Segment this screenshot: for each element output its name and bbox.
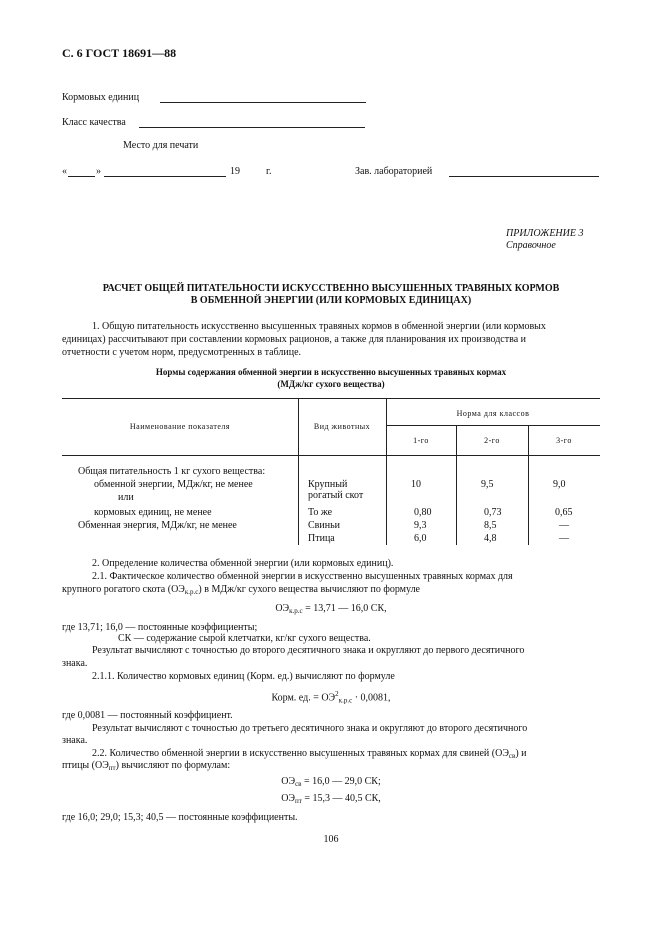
p1-line1: 1. Общую питательность искусственно высушенных травяных кормов в обменной энергии (или кормовых [92, 321, 546, 332]
p1-line3: отчетности с учетом норм, предусмотренных в таблице. [62, 347, 302, 358]
p21-line2: крупного рогатого скота $(ОЭ_{к.р.с})$ в МДж/кг сухого вещества вычисляют по формуле [62, 584, 420, 596]
table-caption-line1: Нормы содержания обменной энергии в искусственно высушенных травяных кормах [155, 367, 507, 377]
cell-animal-poultry: Птица [308, 533, 335, 544]
cell-animal-cattle-b: рогатый скот [308, 490, 364, 501]
table-top-rule [62, 398, 600, 399]
page-header: С. 6 ГОСТ 18691—88 [62, 46, 177, 60]
quality-blank-line[interactable] [139, 127, 365, 128]
res1-line1: Результат вычисляют с точностью до второго десятичного знака и округляют до первого десятичного [92, 645, 525, 656]
col-header-class-1: 1-го [413, 436, 429, 445]
cell-animal-pigs: Свиньи [308, 520, 341, 531]
units-label: Кормовых единиц [62, 92, 140, 103]
doc-title-line1: РАСЧЕТ ОБЩЕЙ ПИТАТЕЛЬНОСТИ ИСКУССТВЕННО ВЫСУШЕННЫХ ТРАВЯНЫХ КОРМОВ [102, 283, 560, 294]
formula-oe-pigs: $ОЭ_{св} = 16,0$ — 29,0 СК; [281, 776, 381, 788]
date-close-quote: » [96, 166, 101, 177]
where-ck-def: СК — содержание сырой клетчатки, кг/кг сухого вещества. [118, 633, 371, 644]
table-norm-rule [386, 425, 600, 426]
doc-title-line2: В ОБМЕННОЙ ЭНЕРГИИ (ИЛИ КОРМОВЫХ ЕДИНИЦАХ) [190, 295, 472, 306]
cell-r3-class3: — [559, 520, 569, 531]
table-caption-line2: (МДж/кг сухого вещества) [277, 379, 385, 389]
col-header-norm: Норма для классов [456, 409, 530, 418]
p22-line1: 2.2. Количество обменной энергии в искусственно высушенных травяных кормах для свиней $(ОЭ_{св})$ и [92, 748, 527, 760]
month-blank-line[interactable] [104, 176, 226, 177]
cell-r1-class2: 9,5 [481, 479, 494, 490]
cell-r1-class1: 10 [411, 479, 421, 490]
cell-r2-class1: 0,80 [414, 507, 432, 518]
year-suffix: г. [266, 166, 272, 177]
cell-r3-class2: 8,5 [484, 520, 497, 531]
p22-line2: птицы $(ОЭ_{пт})$ вычисляют по формулам: [62, 760, 231, 772]
cell-r3-class1: 9,3 [414, 520, 427, 531]
cell-animal-same: То же [308, 507, 333, 518]
appendix-title: ПРИЛОЖЕНИЕ 3 [506, 228, 584, 239]
where-coefficient-2: где 0,0081 — постоянный коэффициент. [62, 710, 233, 721]
cell-r2-class2: 0,73 [484, 507, 502, 518]
res2-line2: знака. [62, 735, 88, 746]
formula-feed-units: Корм. ед. = $ОЭ^2_{к.р.с} \cdot 0,0081$, [271, 690, 391, 705]
where-coefficients-3: где 16,0; 29,0; 15,3; 40,5 — постоянные коэффициенты. [62, 812, 298, 823]
formula-oe-poultry: $ОЭ_{пт} = 15,3$ — 40,5 СК, [281, 793, 381, 805]
col-header-animal: Вид животных [313, 422, 371, 431]
cell-r1-class3: 9,0 [553, 479, 566, 490]
cell-r4-class2: 4,8 [484, 533, 497, 544]
row-exchange-energy: обменной энергии, МДж/кг, не менее [94, 479, 253, 490]
quality-label: Класс качества [62, 117, 126, 128]
cell-r2-class3: 0,65 [555, 507, 573, 518]
col-header-class-3: 3-го [556, 436, 572, 445]
units-blank-line[interactable] [160, 102, 366, 103]
p2-heading: 2. Определение количества обменной энергии (или кормовых единиц). [92, 558, 394, 569]
table-vrule-1 [298, 398, 299, 545]
row-exchange-energy-2: Обменная энергия, МДж/кг, не менее [78, 520, 237, 531]
table-header-rule [62, 455, 600, 456]
lab-head-blank-line[interactable] [449, 176, 599, 177]
res1-line2: знака. [62, 658, 88, 669]
day-blank-line[interactable] [68, 176, 95, 177]
row-total-nutrition: Общая питательность 1 кг сухого вещества: [78, 466, 266, 477]
res2-line1: Результат вычисляют с точностью до третьего десятичного знака и округляют до второго десятичного [92, 723, 528, 734]
col-header-class-2: 2-го [484, 436, 500, 445]
row-or: или [118, 492, 134, 503]
formula-oe-cattle: $ОЭ_{к.р.с} = 13,71$ — 16,0 СК, [275, 603, 387, 615]
lab-head-label: Зав. лабораторией [355, 166, 433, 177]
date-open-quote: « [62, 166, 67, 177]
row-feed-units: кормовых единиц, не менее [94, 507, 212, 518]
p211-text: 2.1.1. Количество кормовых единиц (Корм. ед.) вычисляют по формуле [92, 671, 395, 682]
p1-line2: единицах) рассчитывают при составлении кормовых рационов, а также для планирования их производства и [62, 334, 526, 345]
col-header-name: Наименование показателя [129, 422, 231, 431]
year-prefix: 19 [230, 166, 240, 177]
where-coefficients-1: где 13,71; 16,0 — постоянные коэффициенты; [62, 622, 258, 633]
appendix-subtitle: Справочное [506, 240, 556, 251]
table-vrule-2 [386, 398, 387, 545]
p21-line1: 2.1. Фактическое количество обменной энергии в искусственно высушенных травяных кормах для [92, 571, 513, 582]
cell-r4-class1: 6,0 [414, 533, 427, 544]
page-number: 106 [323, 834, 339, 845]
stamp-label: Место для печати [123, 140, 199, 151]
cell-animal-cattle-a: Крупный [308, 479, 348, 490]
cell-r4-class3: — [559, 533, 569, 544]
